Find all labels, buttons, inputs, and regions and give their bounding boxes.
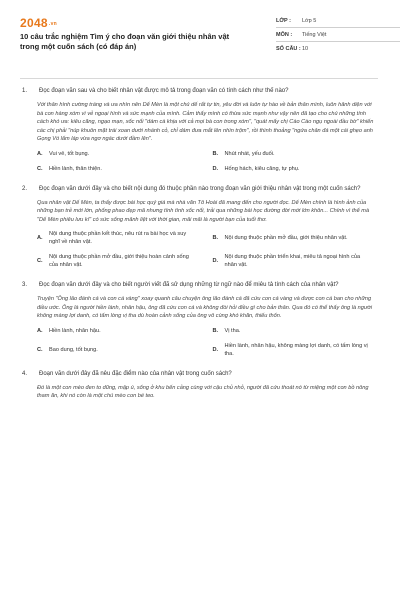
meta-key: SỐ CÂU :	[276, 45, 301, 52]
option-a[interactable]	[37, 150, 203, 158]
meta-key: MÔN :	[276, 31, 293, 38]
option-d[interactable]	[213, 253, 379, 269]
question-number: 4.	[22, 370, 28, 377]
question-passage: Qua nhân vật Dế Mèn, ta thấy được bài học quý giá mà nhà văn Tô Hoài đã mang đến cho người đọc. Dế Mèn chính là hình ảnh của những bạn trẻ mới lớn, phổng phao đẹp mã nhưng tính tình xốc nổi, trải qua những bài học đường đời mới lớn khôn... Chính vì thế mà "Dế Mèn phiêu lưu kí" có sức sống mãnh liệt với thời gian, mãi mãi là người bạn của tuổi thơ.	[37, 199, 370, 223]
option-c[interactable]	[37, 253, 203, 269]
question-3	[20, 281, 378, 358]
option-text: Nội dung thuộc phần mở đầu, giới thiệu nhân vật.	[224, 235, 348, 241]
option-text: Nội dung thuộc phần kết thúc, nêu rút ra bài học và suy nghĩ về nhân vật.	[49, 231, 187, 245]
page-header	[20, 14, 378, 62]
question-1	[20, 87, 378, 173]
logo[interactable]	[20, 16, 57, 30]
option-letter: B.	[212, 327, 219, 334]
meta-table	[276, 14, 400, 55]
option-text: Vị tha.	[224, 327, 241, 334]
option-text: Hiền lành, nhân hậu.	[49, 327, 101, 334]
option-letter: D.	[212, 165, 219, 172]
header-divider	[20, 78, 378, 79]
option-text: Hiền lành, thân thiện.	[49, 165, 102, 172]
logo-text: 2048	[20, 16, 48, 30]
meta-value: Lớp 5	[302, 17, 317, 24]
answer-options	[37, 150, 378, 173]
question-passage: Truyện "Ông lão đánh cá và con cá vàng" xoay quanh câu chuyện ông lão đánh cá đã cứu con cá vàng và được con cá ban cho những điều ước. Ông là người hiền lành, nhân hậu, ông đã cứu con cá và không đòi hỏi điều gì cho bản thân. Qua đó có thể thấy ông là người không màng lợi danh, có tấm lòng vị tha dù hoàn cảnh sống của ông vô cùng khó khăn, thiếu thốn.	[37, 296, 373, 319]
question-number: 3.	[22, 282, 28, 288]
option-a[interactable]	[37, 327, 203, 335]
option-d[interactable]	[213, 165, 379, 173]
question-text: Đọc đoạn văn sau và cho biết nhân vật được mô tả trong đoạn văn có tính cách như thế nào?	[39, 88, 289, 94]
meta-row-count	[276, 42, 400, 55]
option-text: Bao dung, tốt bụng.	[49, 346, 98, 353]
document-title: 10 câu trắc nghiệm Tìm ý cho đoạn văn giới thiệu nhân vật trong một cuốn sách (có đáp án)	[20, 32, 230, 51]
meta-value: Tiếng Việt	[302, 31, 327, 38]
question-text: Đọc đoạn văn dưới đây và cho biết người viết đã sử dụng những từ ngữ nào để miêu tả tính cách của nhân vật?	[39, 282, 339, 288]
option-letter: A.	[37, 235, 43, 241]
option-letter: A.	[37, 327, 43, 334]
meta-row-subject	[276, 28, 400, 42]
meta-key: LỚP :	[276, 17, 291, 24]
option-letter: D.	[212, 258, 219, 264]
option-letter: A.	[37, 150, 43, 157]
question-passage: Với thân hình cường tráng và ưa nhìn nên Dế Mèn là một chú dế rất tự tin, yêu đời và luôn tự hào về bản thân mình, luôn hãnh diện với bà con hàng xóm vì vẻ ngoại hình và sức mạnh của mình. Cảm thấy mình có thừa sức mạnh như vậy nên đã tạo cho chú những tính cách khó ưa: kiêu căng, ngạo mạn, xốc nổi "dám cà khịa với cả mọi bà con trong xóm", "quát mấy chị Cào Cào ngụ ngoài đầu bờ" khiến các chị phải "núp khuôn mặt trái xoan dưới nhánh cỏ, chỉ dám đưa mắt lên nhìn trộm", rồi thình thoảng "ngứa chân đá một cái ghẹo anh Gọng Vó lấm láp vừa ngơ ngác dưới đầm lên".	[37, 102, 374, 142]
option-b[interactable]	[213, 327, 379, 335]
option-letter: D.	[212, 346, 219, 353]
meta-value: 10	[302, 45, 309, 52]
option-text: Hống hách, kiêu căng, tự phụ.	[224, 165, 300, 172]
question-number: 1.	[22, 88, 28, 94]
question-number: 2.	[22, 185, 28, 192]
option-c[interactable]	[37, 165, 203, 173]
option-b[interactable]	[213, 230, 379, 246]
question-2	[20, 185, 378, 270]
option-text: Nhút nhát, yếu đuối.	[224, 150, 275, 157]
question-passage: Đó là một con mèo đen to dũng, mập ú, sống ở khu bến cảng cùng với cậu chủ nhỏ, người đã cứu thoát nó từ miệng một con bồ nông tham ăn, khi nó còn là một chú mèo con bé teo.	[37, 384, 369, 399]
answer-options	[37, 230, 378, 269]
option-letter: C.	[37, 346, 43, 353]
question-text: Đọc đoạn văn dưới đây và cho biết nội dung đó thuộc phần nào trong đoạn văn giới thiệu nhân vật trong một cuốn sách?	[39, 185, 361, 192]
option-b[interactable]	[213, 150, 379, 158]
logo-suffix: .vn	[48, 20, 58, 27]
answer-options	[37, 327, 378, 358]
question-4	[20, 370, 378, 401]
option-text: Hiền lành, nhân hậu, không màng lợi danh, có tấm lòng vị tha.	[224, 342, 368, 357]
meta-row-grade	[276, 14, 400, 28]
option-c[interactable]	[37, 342, 203, 358]
question-text: Đoạn văn dưới đây đã nêu đặc điểm nào của nhân vật trong cuốn sách?	[39, 370, 232, 377]
option-d[interactable]	[213, 342, 379, 358]
option-text: Vui vẻ, tốt bụng.	[49, 150, 90, 157]
option-text: Nội dung thuộc phần triển khai, miêu tả ngoại hình của nhân vật.	[224, 254, 361, 268]
option-letter: C.	[37, 258, 43, 264]
option-letter: B.	[212, 150, 219, 157]
option-text: Nội dung thuộc phần mở đầu, giới thiệu hoàn cảnh sống của nhân vật.	[49, 254, 189, 268]
option-letter: C.	[37, 165, 43, 172]
option-letter: B.	[212, 235, 219, 241]
option-a[interactable]	[37, 230, 203, 246]
